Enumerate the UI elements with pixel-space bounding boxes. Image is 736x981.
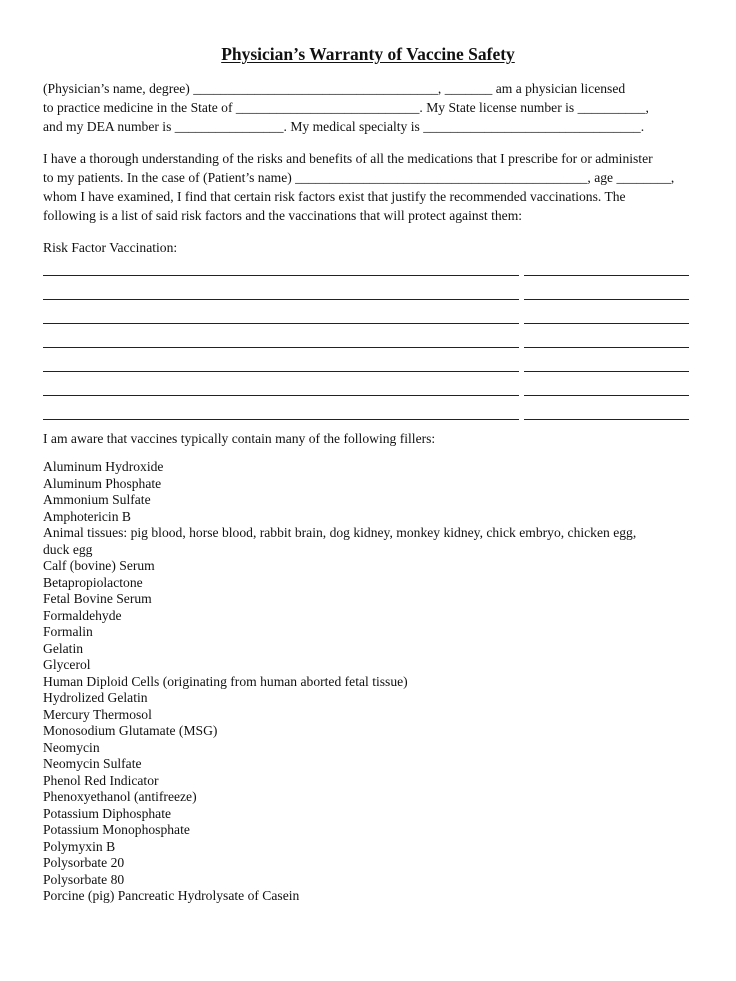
filler-item: Neomycin <box>43 739 100 755</box>
vaccination-field[interactable] <box>524 395 689 396</box>
filler-item: Formalin <box>43 624 93 639</box>
filler-item: Animal tissues: pig blood, horse blood, rabbit brain, dog kidney, monkey kidney, chick embryo, chicken egg, <box>43 525 637 540</box>
filler-item: Fetal Bovine Serum <box>43 591 152 606</box>
filler-item: Porcine (pig) Pancreatic Hydrolysate of Casein <box>43 888 300 903</box>
risk-factor-field[interactable] <box>43 419 519 420</box>
filler-item: Polysorbate 80 <box>43 871 125 887</box>
filler-item: Amphotericin B <box>43 508 131 524</box>
filler-item: Gelatin <box>43 640 84 656</box>
filler-item: Calf (bovine) Serum <box>43 558 155 573</box>
filler-item: Betapropiolactone <box>43 574 143 590</box>
fillers-list <box>43 459 636 905</box>
paragraph2-line-2: to my patients. In the case of (Patient’s name) ___________________________________________, age ________, <box>43 170 675 185</box>
filler-item: Aluminum Phosphate <box>43 475 162 491</box>
vaccination-field[interactable] <box>524 299 689 300</box>
filler-item: Glycerol <box>43 657 91 672</box>
risk-factor-field[interactable] <box>43 299 519 300</box>
filler-item: Hydrolized Gelatin <box>43 690 148 705</box>
filler-item: Phenoxyethanol (antifreeze) <box>43 789 197 804</box>
filler-item: Formaldehyde <box>43 607 122 623</box>
filler-item: Neomycin Sulfate <box>43 756 142 771</box>
filler-item: Aluminum Hydroxide <box>43 459 164 474</box>
vaccination-field[interactable] <box>524 347 689 348</box>
paragraph1-line-1: (Physician’s name, degree) ____________________________________, _______ am a physician licensed <box>43 81 626 96</box>
filler-item: Mercury Thermosol <box>43 706 152 722</box>
risk-factor-field[interactable] <box>43 323 519 324</box>
risk-factor-field[interactable] <box>43 347 519 348</box>
vaccination-field[interactable] <box>524 323 689 324</box>
paragraph1-line-2: to practice medicine in the State of ___________________________. My State license number is __________, <box>43 100 649 115</box>
fillers-intro: I am aware that vaccines typically contain many of the following fillers: <box>43 431 436 446</box>
filler-item: Human Diploid Cells (originating from human aborted fetal tissue) <box>43 673 408 689</box>
vaccination-field[interactable] <box>524 419 689 420</box>
vaccination-field[interactable] <box>524 275 689 276</box>
document-title: Physician’s Warranty of Vaccine Safety <box>221 44 515 64</box>
risk-factor-field[interactable] <box>43 371 519 372</box>
filler-item: Potassium Monophosphate <box>43 822 190 837</box>
filler-item: Phenol Red Indicator <box>43 772 159 788</box>
paragraph1-line-3: and my DEA number is ________________. My medical specialty is ________________________________. <box>43 119 645 134</box>
paragraph2-line-3: whom I have examined, I find that certain risk factors exist that justify the recommended vaccinations. The <box>43 189 626 204</box>
filler-item: Potassium Diphosphate <box>43 805 172 821</box>
filler-item: Monosodium Glutamate (MSG) <box>43 723 218 738</box>
risk-factor-field[interactable] <box>43 395 519 396</box>
vaccination-field[interactable] <box>524 371 689 372</box>
risk-factor-field[interactable] <box>43 275 519 276</box>
filler-item: Ammonium Sulfate <box>43 492 151 507</box>
risk-factor-header: Risk Factor Vaccination: <box>43 240 178 255</box>
filler-item: Polysorbate 20 <box>43 855 125 870</box>
filler-item: Polymyxin B <box>43 838 116 854</box>
paragraph2-line-1: I have a thorough understanding of the risks and benefits of all the medications that I prescribe for or administer <box>43 151 653 166</box>
paragraph2-line-4: following is a list of said risk factors and the vaccinations that will protect against them: <box>43 208 523 223</box>
filler-item: duck egg <box>43 541 93 557</box>
